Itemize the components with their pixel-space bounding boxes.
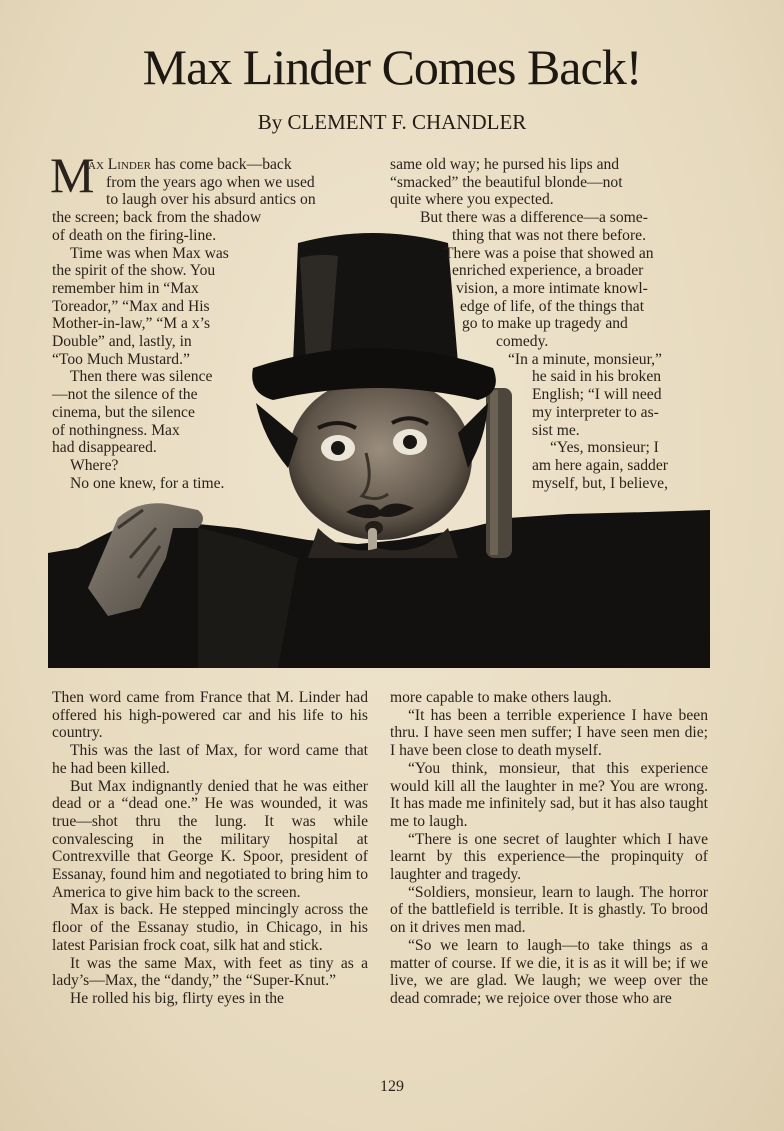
paragraph: He rolled his big, flirty eyes in the xyxy=(70,989,284,1007)
paragraph: “So we learn to laugh—to take things as a matter of course. If we die, it is as it will be; if we live, we are glad. We laugh; we weep over the dead comrade; we rejoice over those who are xyxy=(390,936,708,1007)
paragraph: “It has been a terrible experience I have been thru. I have seen men suffer; I have seen men die; I have been close to death myself. xyxy=(390,706,708,760)
top-left-column: ax Linder has come back—back from the years ago when we used to laugh over his absurd antics on the screen; back from the shadow of death on the firing-line. Time was when Max was the spirit of the show. You remember him in “Max Toreador,” “Max and His Mother-in-law,” “M a x’s Double” and, lastly, in “Too Much Mustard.” Then there was silence —not the silence of the cinema, but the silence of nothingness. Max had disappeared. Where? No one knew, for a time. xyxy=(52,156,316,492)
paragraph: “There is one secret of laughter which I have learnt by this experience—the propinquity of laughter and tragedy. xyxy=(390,830,708,884)
bottom-left-column xyxy=(52,689,368,1008)
paragraph: “You think, monsieur, that this experience would kill all the laughter in me? You are wrong. It has made me infinitely sad, but it has also taught me to laugh. xyxy=(390,759,708,830)
bottom-right-column xyxy=(390,689,708,1008)
drop-cap: M xyxy=(50,147,95,203)
top-right-column: same old way; he pursed his lips and “smacked” the beautiful blonde—not quite where you expected. But there was a difference—a some- thing that was not there before. There was a poise that showed an enriched experience, a broader vision, a more intimate knowl- edge of life, of the things that go to make up tragedy and comedy. “In a minute, monsieur,” he said in his broken English; “I will need my interpreter to as- sist me. “Yes, monsieur; I am here again, sadder myself, but, I believe, xyxy=(390,156,668,492)
paragraph: This was the last of Max, for word came that he had been killed. xyxy=(52,742,368,777)
paragraph: Max is back. He stepped mincingly across the floor of the Essanay studio, in Chicago, in his latest Parisian frock coat, silk hat and stick. xyxy=(52,901,368,954)
paragraph: more capable to make others laugh. xyxy=(390,689,612,706)
page-number: 129 xyxy=(380,1078,404,1095)
paragraph: But Max indignantly denied that he was either dead or a “dead one.” He was wounded, it was true—shot thru the lung. It was while convalescing in the military hospital at Contrexville that George K. Spoor, president of Essanay, found him and negotiated to bring him to America to give him back to the screen. xyxy=(52,777,368,901)
paragraph: Then word came from France that M. Linder had offered his high-powered car and his life to his country. xyxy=(52,689,368,742)
article-title: Max Linder Comes Back! xyxy=(142,39,642,95)
article-byline: By CLEMENT F. CHANDLER xyxy=(257,110,527,134)
paragraph: “Soldiers, monsieur, learn to laugh. The horror of the battlefield is terrible. It is ghastly. To brood on it drives men mad. xyxy=(390,883,708,937)
paragraph: It was the same Max, with feet as tiny as a lady’s—Max, the “dandy,” the “Super-Knut.” xyxy=(52,954,368,990)
